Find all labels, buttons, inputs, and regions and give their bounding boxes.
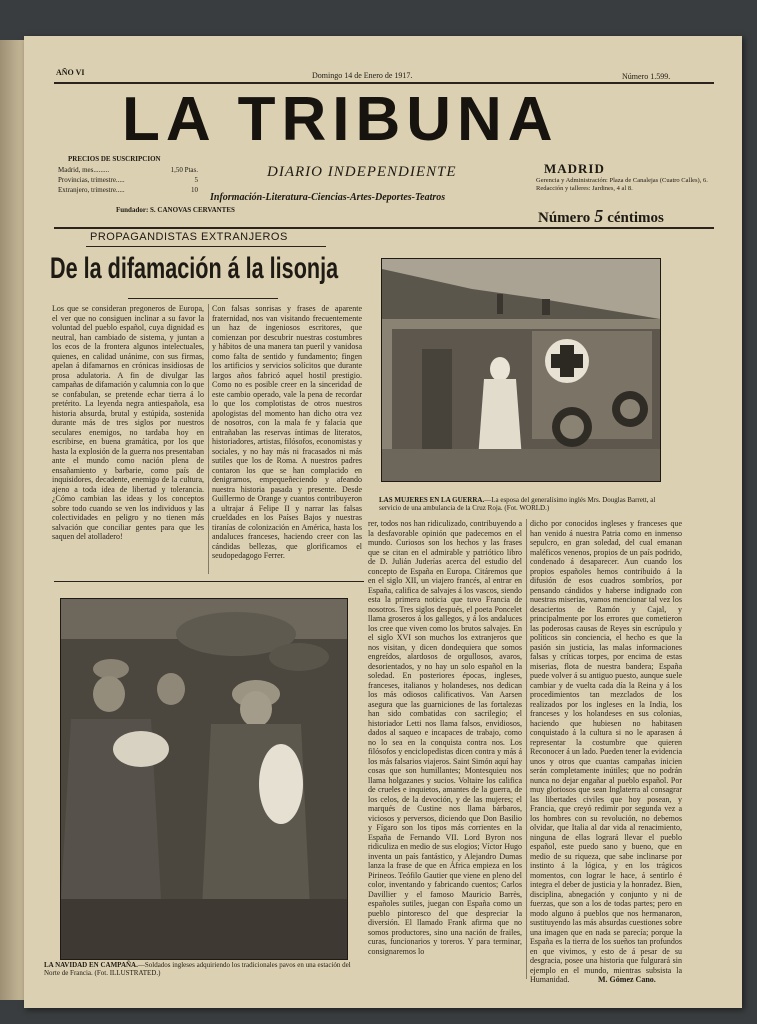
article-column-3: rer, todos nos han ridiculizado, contribuyendo a la desfavorable opinión que padecemos en el mundo. Curiosos son los hechos y las frases que se citan en el admirable y patriótico libro de D. Julián Juderías acerca del estudio del concepto de España en Europa. Citáremos que en el siglo XII, un viajero francés, al entrar en España, califica de salvajes á los vascos, siendo esta la primera noticia que tuvo Francia de nosotros. Tres siglos después, el poeta Poncelet llama groseros á los gallegos, y á los andaluces los cree que viven como los brutos salvajes. En el siglo XVI son muchos los extranjeros que nos visitan, y dicen dondequiera que somos engreídos, alardosos de orgullosos, avaros, desorientados, y no hay un solo español en la soledad. En posteriores épocas, ingleses, franceses, italianos y holandeses, nos dedican los más odiosos calificativos. Van Aarsen asegura que las guarniciones de las fortalezas han sido combatidas con sacrilegio; el historiador Letti nos llama falsos, envidiosos, dados al saqueo e incapaces de trabajo, como no lo sea en la conquista contra nos. Los filósofos y enciclopedistas dicen contra y más á los más falsarios viajeros. Saint Simón aquí hay cosas que son humillantes; Montesquieu nos llama holgazanes y sucios. Voltaire los califica de crueles e inquietos, amantes de la guerra, de los celos, de la devoción, y de las mujeres; el marqués de Custine nos llama bárbaros, viciosos y perversos, diciendo que Don Basilio y Fígaro son los tipos más corrientes en la España de Fernando VII. Lord Byron nos ridiculiza en medio de sus elogios; Víctor Hugo inventa un país fantástico, y Alejandro Dumas lanza la frase de que en África empieza en los Pirineos. Teófilo Gautier que viene en pleno del color, inventando y fabricando cuentos; Carlos Davillier y el famoso Mauricio Barrès, españoles sutiles, juegan con España como un pueblo pintoresco del que despreciar la diversión. El llamado Frank afirma que no somos productores, sino una nación de frailes, curas, funcionarios y toreros. Y para terminar, consignaremos lo [368,519,522,956]
price-number: 5 [594,206,604,226]
founder-line: Fundador: S. CANOVAS CERVANTES [116,206,235,214]
turkey-shape [259,744,303,824]
prices-title: PRECIOS DE SUSCRIPCION [68,155,161,163]
column-divider [208,304,209,574]
price-label: Número [538,210,591,226]
price-row [58,176,198,184]
section-rule [54,581,364,582]
price-row-value: 1,50 Ptas. [170,166,198,174]
christmas-photo-image [61,599,347,959]
photo2-caption-title: LA NAVIDAD EN CAMPAÑA. [44,961,138,969]
price-row-label: Extranjero, trimestre..... [58,186,125,194]
issue-number: Número 1.599. [622,72,671,81]
masthead-subtitle: DIARIO INDEPENDIENTE [267,164,457,180]
photo2-caption: LA NAVIDAD EN CAMPAÑA.—Soldados ingleses adquiriendo los tradicionales pavos en una estación del Norte de Francia. (Fot. ILLUSTRATED.) [44,961,351,977]
price-row-label: Provincias, trimestre..... [58,176,125,184]
price-row-value: 10 [191,186,198,194]
newspaper-page [24,36,742,1008]
prices-table [58,166,198,194]
price-row [58,166,198,174]
nurse-figure [478,379,522,459]
year-label: AÑO VI [56,68,85,77]
masthead-rule [54,227,714,229]
sections-line: Información-Literatura-Ciencias-Artes-Deportes-Teatros [210,192,446,203]
masthead-title: LA TRIBUNA [122,85,559,154]
article-signature: M. Gómez Cano. [598,975,656,984]
date-label: Domingo 14 de Enero de 1917. [312,71,413,80]
price-unit: céntimos [607,210,664,226]
column-divider [526,519,527,979]
price-row-value: 5 [194,176,198,184]
price-row-label: Madrid, mes......... [58,166,110,174]
city-label: MADRID [544,161,605,176]
headline-rule [128,298,278,299]
kicker-rule [86,246,326,247]
article-column-2: Con falsas sonrisas y frases de aparente fraternidad, nos van visitando frecuentemente un haz de ingeniosos escritores, que comienzan por descubrir nuestras costumbres y hábitos de una manera tan pueril y vanidosa como falta de sentido y fundamento; fingen los artificios y servicios solícitos que durante largos años fabricó aquel hostil prestigio. Como no es posible creer en la sinceridad de este cambio operado, vale la pena de recordar lo que los complotistas de otros nuestros apologistas del momento han dicho otra vez de nosotros, con la mala fe y falacia que entrañaban las reservas íntimas de literatos, historiadores, artistas, filósofos, economistas y sociales, y no hay más ni fracasados ni más sutiles que los de Roma. A nuestros padres contaron los que se han complacido en denigrarnos, empequeñeciendo y afeando nuestra historia pasada y presente. Desde Guillermo de Orange y cuantos contribuyeron a ultrajar á Felipe II y narrar las falsas crueldades en los Países Bajos y nuestras tiranías de colonización en América, hasta los andaluces franceses, haciendo creer con las cándidas bellezas, que glorificamos el seudopedagogo Ferrer. [212,304,362,560]
photo1-caption-title: LAS MUJERES EN LA GUERRA. [379,496,485,504]
ambulance-photo-image [382,259,660,481]
article-kicker: PROPAGANDISTAS EXTRANJEROS [90,231,288,243]
article-column-1: Los que se consideran pregoneros de Europa, el ver que no consiguen inclinar a su favor la voluntad del pueblo español, cuya dignidad es neutral, han cambiado de sistema, y juntan a los ecos de la frontera algunos intelectuales, quienes, en calidad unánime, con sus firmas, apelan á difamarnos en crónicas insidiosas de prosa adulatoria. A fin de divulgar las campañas de difamación y calumnia con lo que se confabulan, se pretende echar tierra á lo pretérito. La leyenda negra antiespañola, esa historia absurda, brutal y estúpida, sostenida durante más de tres siglos por nuestros seculares enemigos, no tardaba hoy en escribirse, en buena gramática, por los que hasta la explosión de la guerra nos presentaban ante el mundo como nación plena de ensañamiento y barbarie, como país de inquisidores, decadente, enemigo de la cultura, ajeno a toda idea de libertad y tolerancia. ¿Cómo cambian las ideas y los conceptos sobre todo cuando se ven los individuos y las colectividades en peligro y no tienen más salvación que conciliar gentes para que les saquen del atolladero! [52,304,204,541]
issue-price [538,206,664,227]
article-headline: De la difamación á la lisonja [50,252,339,285]
christmas-photo [60,598,348,960]
ambulance-photo [381,258,661,482]
photo1-caption: LAS MUJERES EN LA GUERRA.—La esposa del generalísimo inglés Mrs. Douglas Barrett, al servicio de una ambulancia de la Cruz Roja. (Fot. WORLD.) [379,496,656,512]
photo1-caption-text: La esposa del generalísimo inglés Mrs. Douglas Barrett, al servicio de una ambulancia de la Cruz Roja. (Fot. WORLD.) [379,496,656,512]
address-text: Gerencia y Administración: Plaza de Canalejas (Cuatro Calles), 6. Redacción y talleres: Jardines, 4 al 8. [536,177,708,192]
photo2-caption-text: Soldados ingleses adquiriendo los tradicionales pavos en una estación del Norte de Francia. (Fot. ILLUSTRATED.) [44,961,351,977]
price-row [58,186,198,194]
article-column-4: dicho por conocidos ingleses y franceses que han venido á nuestra Patria como en inmenso sepulcro, en gran soledad, del cual emanan maléficos venenos, propios de un país podrido, condenado á desaparecer. Aun cuando los propios españoles hemos contribuido á la difusión de esos cuadros sombríos, por pensando cándidos y haberse indignado con nuestras miserias, vamos mencionar tal vez los desaciertos de Ramón y Cajal, y principalmente por los errores que cometieron las poderosas causas de Reyes sin escrúpulo y políticos sin conciencia, el hecho es que la pasión sin justicia, las malas informaciones falsas y críticas torpes, por encima de estas miserias, flota de nuestra bandera; España puede volver á su antiguo puesto, aunque suele cambiar y de vuelta cada día la Reina y á los procedimientos tan mezclados de los realizados por los ingleses en la India, los franceses y los holandeses en sus colonias, haciendo que hubiesen no habitasen conquistado á la cultura si no le aparasen á representar la costumbre que quieren Reconocer á un lado. Pueden tener la evidencia unos y otros que cuantas campañas inicien serán completamente inútiles; que no podrán nunca no dejar engañar al pueblo español. Por muy gloriosos que sean Inglaterra al consagrar las libertades civiles que hoy posean, y Francia, que creyó redimir por segunda vez a los hombres con su revolución, no debemos olvidar, que Italia al dar vida al renacimiento, ninguna de ellas logrará llevar el pueblo español, este puedo sano y bueno, que en medio de su riqueza, que sabe inclinarse por instinto á la lógica, y en los trágicos momentos, con lograr le hace, á sentirlo é integra el deber de justicia y la honradez. Bien, disciplina, abnegación y conjunto y ni de fuerzas, que son a los de todas partes; pero en modo alguno á pueblos que nos hermanaron, sustituyendo las más absurdas cuestiones sobre una imagen que en nada se parecía; porque la España es la tierra de los sueños tan profundos en que vivimos, y esto de á pesar de su desgracia, posee una historia que fulgurará sin ejemplo en el mundo, mientras subsista la Humanidad. [530,519,682,984]
book-spine [0,40,26,1000]
